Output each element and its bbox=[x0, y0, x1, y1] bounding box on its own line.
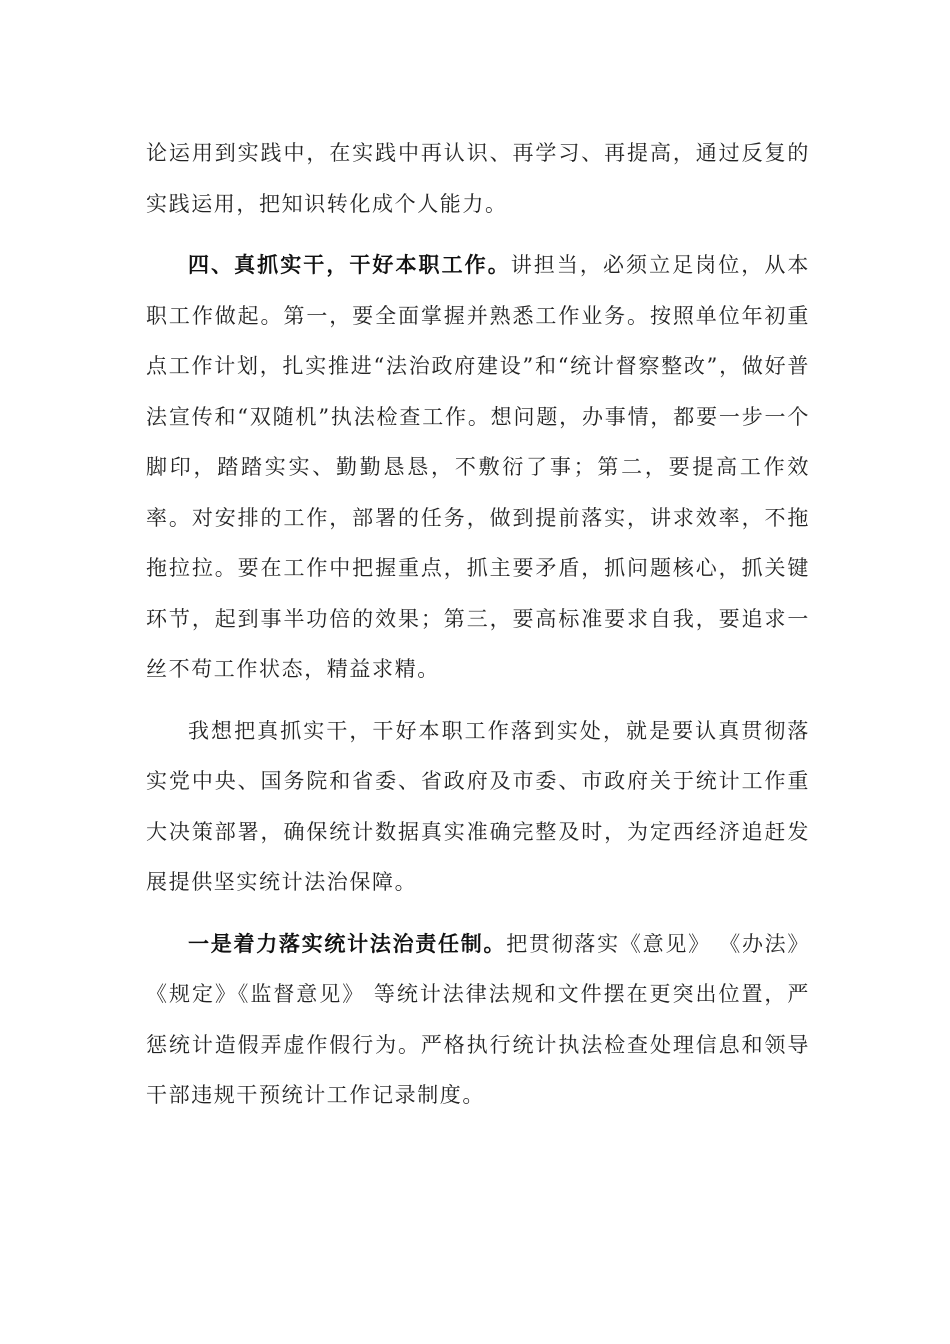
paragraph-item-one bbox=[146, 919, 810, 1121]
document-body bbox=[146, 128, 810, 1121]
paragraph-continuation bbox=[146, 128, 810, 229]
paragraph-text: 讲担当，必须立足岗位，从本职工作做起。第一，要全面掌握并熟悉工作业务。按照单位年初重点工作计划，扎实推进“法治政府建设”和“统计督察整改”，做好普法宣传和“双随机”执法检查工作。想问题，办事情，都要一步一个脚印，踏踏实实、勤勤恳恳，不敷衍了事；第二，要提高工作效率。对安排的工作，部署的任务，做到提前落实，讲求效率，不拖拖拉拉。要在工作中把握重点，抓主要矛盾，抓问题核心，抓关键环节，起到事半功倍的效果；第三，要高标准要求自我，要追求一丝不苟工作状态，精益求精。 bbox=[146, 253, 810, 681]
item-heading: 一是着力落实统计法治责任制。 bbox=[188, 930, 507, 956]
paragraph-section-four bbox=[146, 240, 810, 695]
paragraph-commitment bbox=[146, 706, 810, 908]
paragraph-text: 把贯彻落实《意见》 《办法》《规定》《监督意见》 等统计法律法规和文件摆在更突出位置，严惩统计造假弄虚作假行为。严格执行统计执法检查处理信息和领导干部违规干预统计工作记录制度。 bbox=[146, 931, 811, 1107]
section-heading: 四、真抓实干，干好本职工作。 bbox=[188, 252, 511, 277]
paragraph-text: 论运用到实践中，在实践中再认识、再学习、再提高，通过反复的实践运用，把知识转化成个人能力。 bbox=[146, 141, 810, 216]
paragraph-text: 我想把真抓实干，干好本职工作落到实处，就是要认真贯彻落实党中央、国务院和省委、省政府及市委、市政府关于统计工作重大决策部署，确保统计数据真实准确完整及时，为定西经济追赶发展提供坚实统计法治保障。 bbox=[146, 718, 810, 894]
